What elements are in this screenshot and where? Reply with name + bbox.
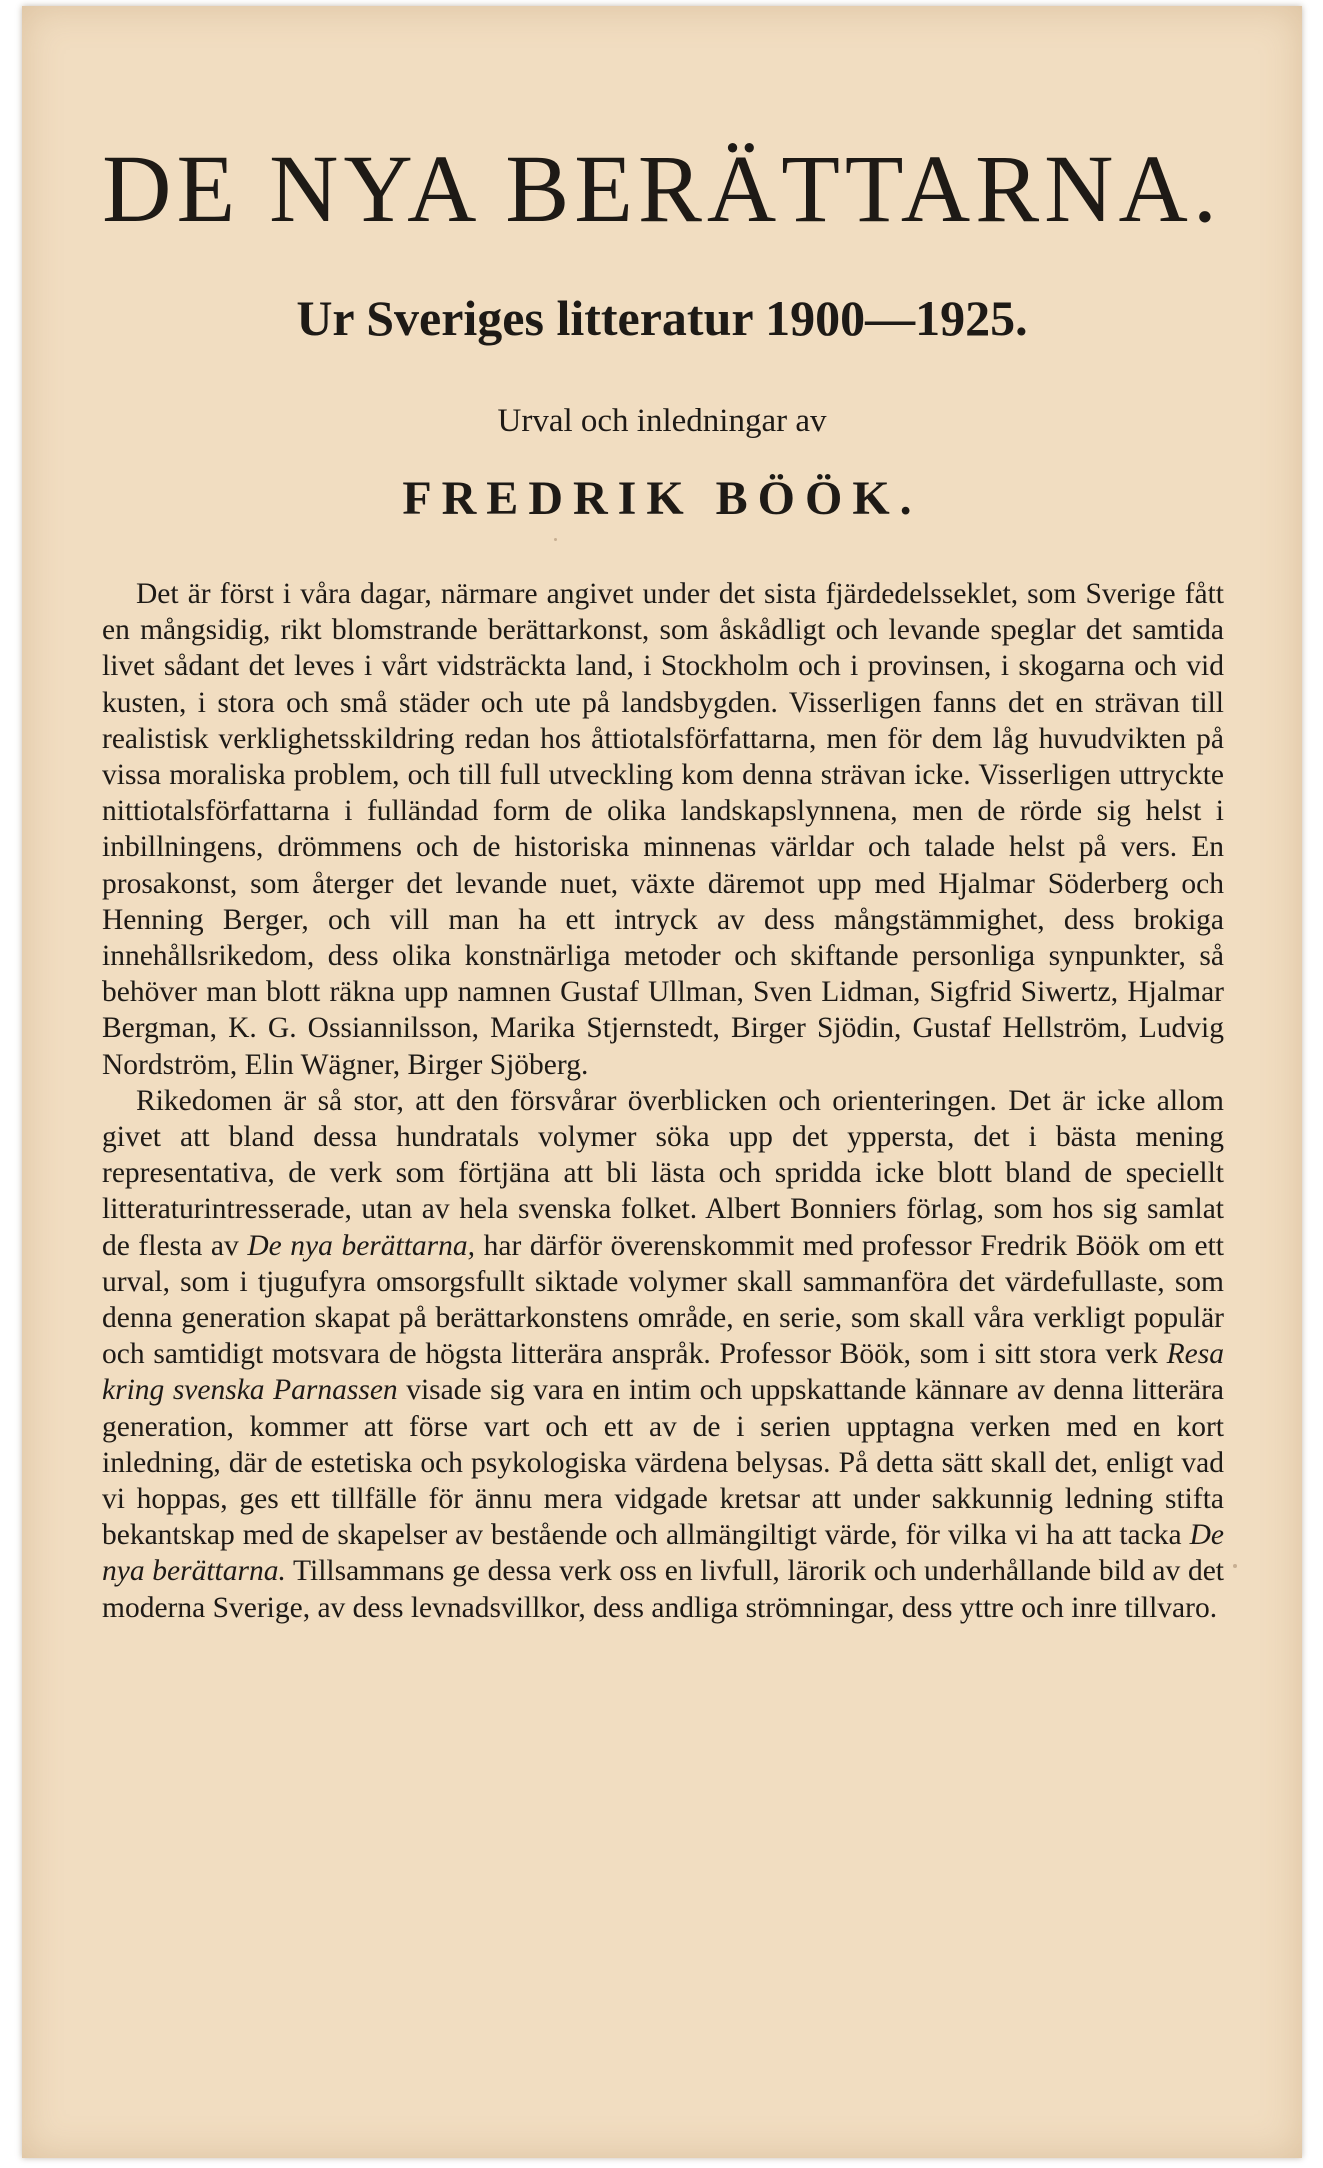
series-title: De nya berättarna, <box>247 1229 476 1262</box>
paper-speck <box>1233 1564 1237 1568</box>
paper-speck <box>554 538 557 541</box>
document-title: DE NYA BERÄTTARNA. <box>102 135 1222 242</box>
paragraph-2-part-4: Tillsammans ge dessa verk oss en livfull, lärorik och underhållande bild av det moderna Sverige, av dess levnadsvillkor, dess andliga strömningar, dess yttre och inre tillvaro. <box>102 1555 1224 1624</box>
book-title: Resa kring svenska Parnassen <box>102 1338 1224 1407</box>
author-name: FREDRIK BÖÖK. <box>402 472 922 525</box>
body-text <box>102 576 1224 1626</box>
printed-page <box>22 6 1302 2158</box>
paragraph-2-part-3: visade sig vara en intim och uppskattande kännare av denna litterära generation, kommer att förse vart och ett av de i serien upptagna verken med en kort inledning, där de estetiska och psykologiska värdena belysas. På detta sätt skall det, enligt vad vi hoppas, ges ett tillfälle för ännu mera vidgade kretsar att under sakkunnig ledning stifta bekantskap med de skapelser av bestående och allmängiltigt värde, för vilka vi ha att tacka <box>102 1374 1224 1552</box>
editor-credit: Urval och inledningar av <box>497 403 827 439</box>
paragraph-1: Det är först i våra dagar, närmare angivet under det sista fjärdedelsseklet, som Sverige fått en mångsidig, rikt blomstrande berättarkonst, som åskådligt och levande speglar det samtida livet sådant det leves i vårt vidsträckta land, i Stockholm och i provinsen, i skogarna och vid kusten, i stora och små städer och ute på landsbygden. Visserligen fanns det en strävan till realistisk verklighetsskildring redan hos åttiotalsförfattarna, men för dem låg huvudvikten på vissa moraliska problem, och till full utveckling kom denna strävan icke. Visserligen uttryckte nittiotalsförfattarna i fulländad form de olika landskapslynnena, men de rörde sig helst i inbillningens, drömmens och de historiska minnenas världar och talade helst på vers. En prosakonst, som återger det levande nuet, växte däremot upp med Hjalmar Söderberg och Henning Berger, och vill man ha ett intryck av dess mångstämmighet, dess brokiga innehållsrikedom, dess olika konstnärliga metoder och skiftande personliga synpunkter, så behöver man blott räkna upp namnen Gustaf Ullman, Sven Lidman, Sigfrid Siwertz, Hjalmar Bergman, K. G. Ossiannilsson, Marika Stjernstedt, Birger Sjödin, Gustaf Hellström, Ludvig Nordström, Elin Wägner, Birger Sjöberg. <box>102 578 1224 1081</box>
series-title-2: De nya berättarna. <box>102 1519 1224 1588</box>
paragraph-2 <box>102 1083 1224 1626</box>
paragraph-2-part-2: har därför överenskommit med professor Fredrik Böök om ett urval, som i tjugufyra omsorgsfullt siktade volymer skall sammanföra det värdefullaste, som denna generation skapat på berättarkonstens område, en serie, som skall våra verkligt populär och samtidigt motsvara de högsta litterära anspråk. Professor Böök, som i sitt stora verk <box>102 1229 1224 1371</box>
document-subtitle: Ur Sveriges litteratur 1900—1925. <box>296 290 1028 346</box>
paragraph-2-part-1: Rikedomen är så stor, att den försvårar överblicken och orienteringen. Det är icke allom givet att bland dessa hundratals volymer söka upp det yppersta, det i bästa mening representativa, de verk som förtjäna att bli lästa och spridda icke blott bland de speciellt litteraturintresserade, utan av hela svenska folket. Albert Bonniers förlag, som hos sig samlat de flesta av <box>102 1084 1224 1262</box>
